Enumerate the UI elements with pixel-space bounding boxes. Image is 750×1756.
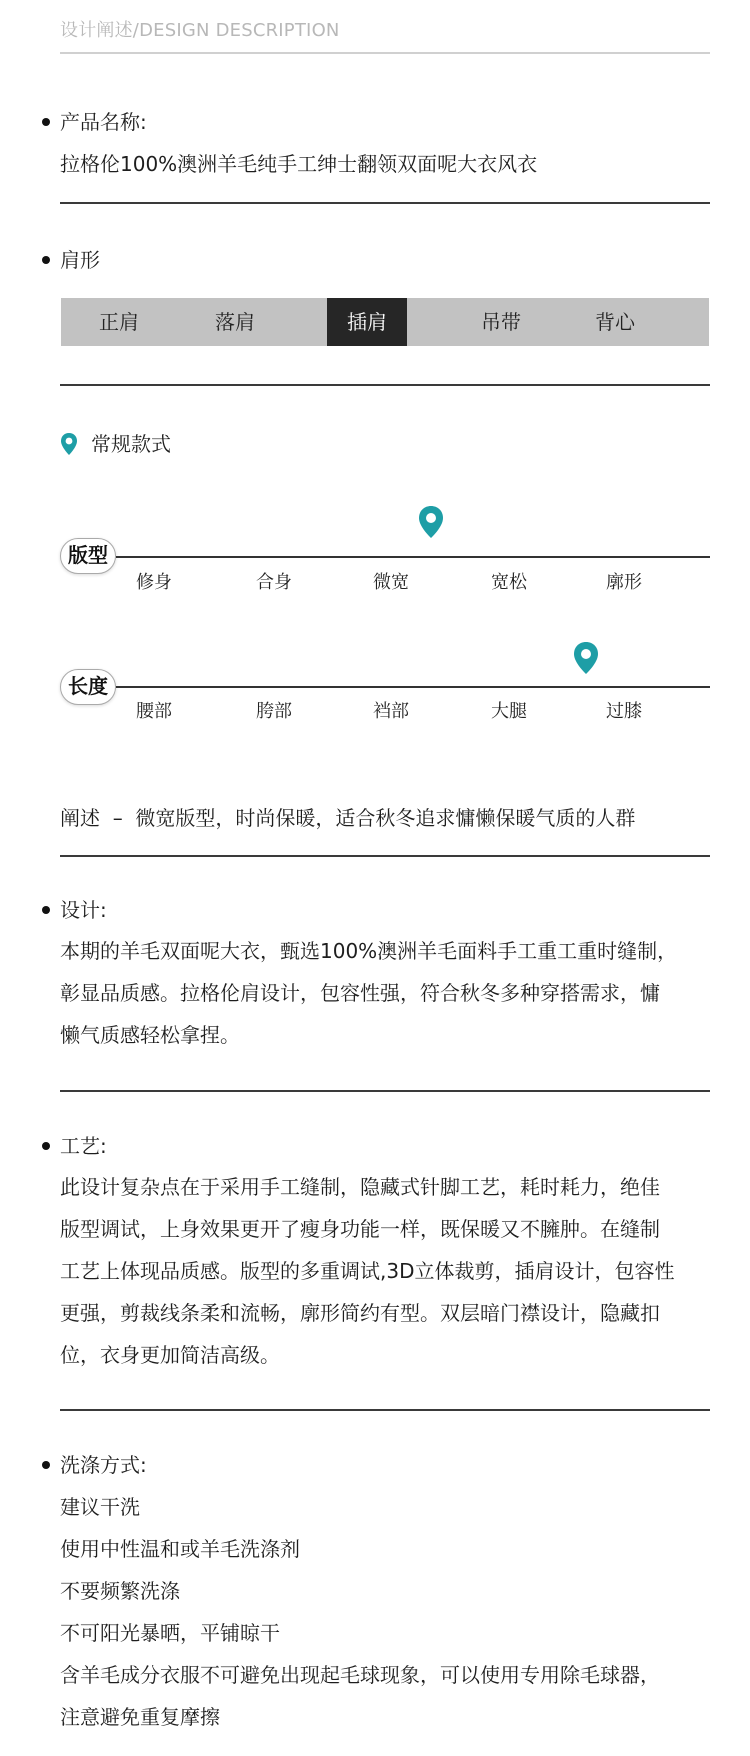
fit-option-selected: 微宽 (373, 572, 409, 593)
fit-scale-line (116, 556, 710, 558)
product-name: 拉格伦100%澳洲羊毛纯手工绅士翻领双面呢大衣风衣 (60, 152, 538, 176)
bullet-icon (42, 256, 50, 264)
shoulder-option-selected: 插肩 (327, 298, 407, 346)
length-label: 长度 (60, 669, 116, 705)
shoulder-option: 吊带 (481, 310, 521, 334)
bullet-icon (42, 1142, 50, 1150)
fit-option: 廓形 (606, 572, 642, 593)
length-option: 胯部 (256, 701, 292, 722)
header-divider (60, 52, 710, 54)
shoulder-option: 正肩 (99, 310, 139, 334)
shoulder-option: 落肩 (215, 310, 255, 334)
divider (60, 384, 710, 386)
product-heading: 产品名称: (42, 110, 147, 134)
bullet-icon (42, 906, 50, 914)
washing-heading: 洗涤方式: (42, 1453, 147, 1477)
divider (60, 855, 710, 857)
craft-line: 版型调试，上身效果更开了瘦身功能一样，既保暖又不臃肿。在缝制 (60, 1217, 660, 1241)
fit-label: 版型 (60, 538, 116, 574)
section-title: 设计阐述/DESIGN DESCRIPTION (60, 20, 340, 41)
craft-line: 此设计复杂点在于采用手工缝制，隐藏式针脚工艺，耗时耗力，绝佳 (60, 1175, 660, 1199)
washing-line: 注意避免重复摩擦 (60, 1705, 220, 1729)
bullet-icon (42, 1461, 50, 1469)
shoulder-option: 背心 (595, 310, 635, 334)
divider (60, 1409, 710, 1411)
shoulder-heading: 肩形 (42, 248, 100, 272)
length-marker-icon (573, 641, 599, 675)
location-pin-icon (60, 432, 78, 456)
washing-line: 使用中性温和或羊毛洗涤剂 (60, 1537, 300, 1561)
length-option: 腰部 (136, 701, 172, 722)
craft-line: 更强，剪裁线条柔和流畅，廓形简约有型。双层暗门襟设计，隐藏扣 (60, 1301, 660, 1325)
design-heading: 设计: (42, 898, 107, 922)
length-option-selected: 过膝 (606, 701, 642, 722)
shoulder-selector (61, 298, 709, 346)
divider (60, 202, 710, 204)
length-option: 大腿 (491, 701, 527, 722)
bullet-icon (42, 118, 50, 126)
divider (60, 1090, 710, 1092)
fit-option: 宽松 (491, 572, 527, 593)
fit-option: 修身 (136, 572, 172, 593)
style-summary: 阐述 – 微宽版型，时尚保暖，适合秋冬追求慵懒保暖气质的人群 (60, 806, 636, 830)
washing-line: 不可阳光暴晒，平铺晾干 (60, 1621, 280, 1645)
fit-option: 合身 (256, 572, 292, 593)
design-line: 懒气质感轻松拿捏。 (60, 1023, 240, 1047)
washing-line: 不要频繁洗涤 (60, 1579, 180, 1603)
style-heading: 常规款式 (91, 432, 171, 456)
design-line: 彰显品质感。拉格伦肩设计，包容性强，符合秋冬多种穿搭需求，慵 (60, 981, 660, 1005)
design-line: 本期的羊毛双面呢大衣，甄选100%澳洲羊毛面料手工重工重时缝制， (60, 939, 678, 963)
length-scale-line (116, 686, 710, 688)
washing-line: 含羊毛成分衣服不可避免出现起毛球现象，可以使用专用除毛球器， (60, 1663, 660, 1687)
craft-line: 工艺上体现品质感。版型的多重调试,3D立体裁剪，插肩设计，包容性 (60, 1259, 675, 1283)
washing-line: 建议干洗 (60, 1495, 140, 1519)
craft-heading: 工艺: (42, 1134, 107, 1158)
craft-line: 位，衣身更加简洁高级。 (60, 1343, 280, 1367)
fit-marker-icon (418, 505, 444, 539)
length-option: 裆部 (373, 701, 409, 722)
